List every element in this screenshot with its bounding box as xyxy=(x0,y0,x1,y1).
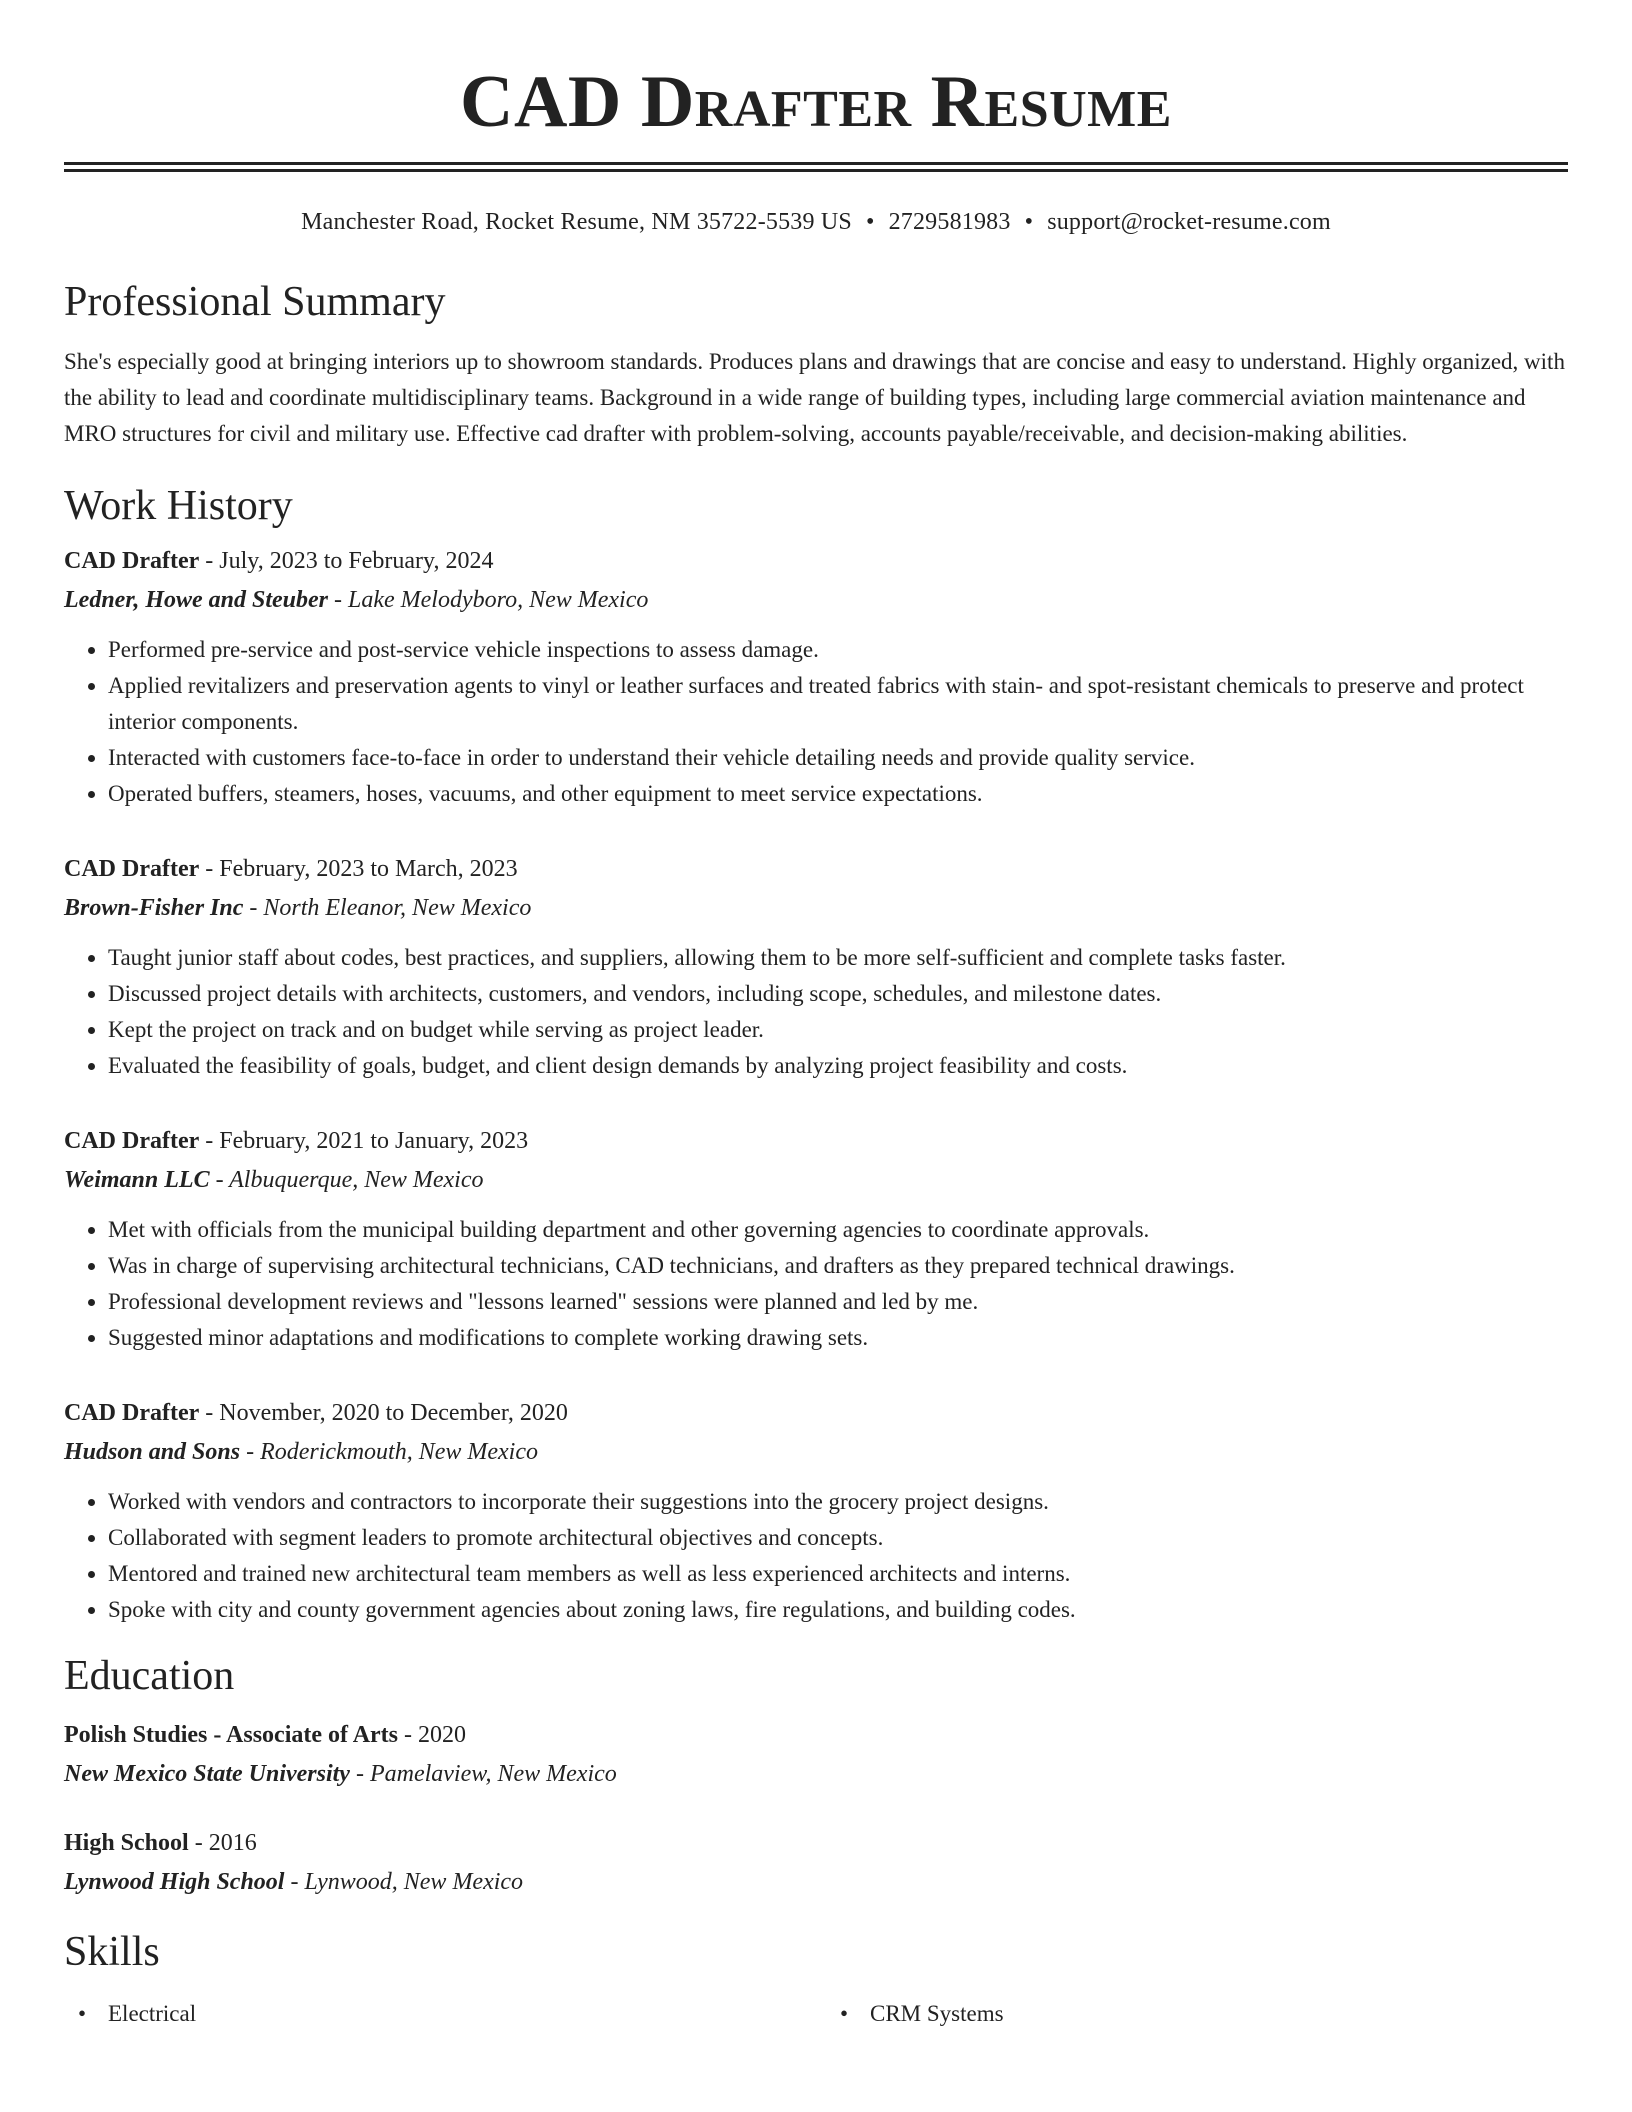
contact-separator: • xyxy=(1024,209,1034,235)
job-location: - Lake Melodyboro, New Mexico xyxy=(328,587,649,613)
education-school: Lynwood High School xyxy=(64,1869,285,1895)
skill-item: • CRM Systems xyxy=(826,1996,1568,2032)
job-title-line xyxy=(64,1394,1568,1432)
job-duty: • Taught junior staff about codes, best practices, and suppliers, allowing them to be more self-sufficient and complete tasks faster. xyxy=(108,940,1568,976)
skill-item: • Electrical xyxy=(64,1996,806,2032)
job-duty: • Collaborated with segment leaders to promote architectural objectives and concepts. xyxy=(108,1520,1568,1556)
job-company-line xyxy=(64,1160,1568,1200)
job-company-line xyxy=(64,1432,1568,1472)
job-entry xyxy=(64,850,1568,1084)
job-title-line xyxy=(64,542,1568,580)
summary-text: She's especially good at bringing interiors up to showroom standards. Produces plans and drawings that are concise and easy to understand. Highly organized, with the ability to lead and coordinate multidisciplinary teams. Background in a wide range of building types, including large commercial aviation maintenance and MRO structures for civil and military use. Effective cad drafter with problem-solving, accounts payable/receivable, and decision-making abilities. xyxy=(64,349,1565,446)
education-year: - 2020 xyxy=(398,1722,467,1748)
section-heading-skills: Skills xyxy=(64,1929,160,1975)
contact-address: Manchester Road, Rocket Resume, NM 35722-5539 US xyxy=(301,209,852,235)
job-duty: • Applied revitalizers and preservation agents to vinyl or leather surfaces and treated fabrics with stain- and spot-resistant chemicals to preserve and protect interior components. xyxy=(108,668,1568,740)
job-duty: • Spoke with city and county government agencies about zoning laws, fire regulations, and building codes. xyxy=(108,1592,1568,1628)
job-duties-list xyxy=(64,1484,1568,1628)
title-double-rule xyxy=(64,162,1568,172)
skills-list xyxy=(64,1996,1568,2032)
education-location: - Pamelaview, New Mexico xyxy=(349,1761,617,1787)
job-duties-list xyxy=(64,632,1568,812)
job-duty: • Kept the project on track and on budget while serving as project leader. xyxy=(108,1012,1568,1048)
job-duties-list xyxy=(64,940,1568,1084)
job-entry xyxy=(64,542,1568,812)
contact-email: support@rocket-resume.com xyxy=(1047,209,1331,235)
section-heading-education: Education xyxy=(64,1653,235,1699)
job-duty: • Met with officials from the municipal building department and other governing agencies to coordinate approvals. xyxy=(108,1212,1568,1248)
job-dates: - November, 2020 to December, 2020 xyxy=(199,1400,568,1426)
job-duty: • Evaluated the feasibility of goals, budget, and client design demands by analyzing project feasibility and costs. xyxy=(108,1048,1568,1084)
job-entry xyxy=(64,1122,1568,1356)
job-dates: - July, 2023 to February, 2024 xyxy=(199,548,494,574)
job-dates: - February, 2023 to March, 2023 xyxy=(199,856,518,882)
job-duty: • Interacted with customers face-to-face in order to understand their vehicle detailing needs and provide quality service. xyxy=(108,740,1568,776)
job-duty: • Suggested minor adaptations and modifications to complete working drawing sets. xyxy=(108,1320,1568,1356)
job-duty: • Mentored and trained new architectural team members as well as less experienced architects and interns. xyxy=(108,1556,1568,1592)
education-degree-line xyxy=(64,1716,1568,1754)
education-entry xyxy=(64,1716,1568,1794)
job-company-line xyxy=(64,580,1568,620)
job-role: CAD Drafter xyxy=(64,1400,200,1426)
contact-separator: • xyxy=(865,209,875,235)
job-role: CAD Drafter xyxy=(64,548,200,574)
job-duty: • Performed pre-service and post-service vehicle inspections to assess damage. xyxy=(108,632,1568,668)
education-entry xyxy=(64,1824,1568,1902)
education-year: - 2016 xyxy=(188,1830,257,1856)
education-degree: High School xyxy=(64,1830,189,1856)
job-duty: • Worked with vendors and contractors to incorporate their suggestions into the grocery project designs. xyxy=(108,1484,1568,1520)
job-duty: • Discussed project details with architects, customers, and vendors, including scope, schedules, and milestone dates. xyxy=(108,976,1568,1012)
education-school-line xyxy=(64,1862,1568,1902)
resume-title: CAD Drafter Resume xyxy=(460,61,1172,143)
job-role: CAD Drafter xyxy=(64,1128,200,1154)
job-title-line xyxy=(64,850,1568,888)
job-location: - Albuquerque, New Mexico xyxy=(209,1167,484,1193)
education-school-line xyxy=(64,1754,1568,1794)
job-dates: - February, 2021 to January, 2023 xyxy=(199,1128,529,1154)
contact-phone: 2729581983 xyxy=(888,209,1011,235)
education-degree: Polish Studies - Associate of Arts xyxy=(64,1722,399,1748)
education-school: New Mexico State University xyxy=(64,1761,350,1787)
job-location: - Roderickmouth, New Mexico xyxy=(240,1439,538,1465)
job-duties-list xyxy=(64,1212,1568,1356)
job-title-line xyxy=(64,1122,1568,1160)
job-entry xyxy=(64,1394,1568,1628)
job-company-line xyxy=(64,888,1568,928)
resume-page xyxy=(64,0,1568,2032)
education-location: - Lynwood, New Mexico xyxy=(284,1869,524,1895)
job-duty: • Was in charge of supervising architectural technicians, CAD technicians, and drafters as they prepared technical drawings. xyxy=(108,1248,1568,1284)
job-location: - North Eleanor, New Mexico xyxy=(243,895,532,921)
section-heading-summary: Professional Summary xyxy=(64,279,446,325)
job-company: Brown-Fisher Inc xyxy=(64,895,244,921)
section-heading-work-history: Work History xyxy=(64,483,293,529)
job-duty: • Professional development reviews and "lessons learned" sessions were planned and led by me. xyxy=(108,1284,1568,1320)
education-degree-line xyxy=(64,1824,1568,1862)
job-company: Hudson and Sons xyxy=(64,1439,241,1465)
job-role: CAD Drafter xyxy=(64,856,200,882)
job-company: Ledner, Howe and Steuber xyxy=(64,587,329,613)
contact-line xyxy=(64,206,1568,238)
job-company: Weimann LLC xyxy=(64,1167,210,1193)
job-duty: • Operated buffers, steamers, hoses, vacuums, and other equipment to meet service expectations. xyxy=(108,776,1568,812)
